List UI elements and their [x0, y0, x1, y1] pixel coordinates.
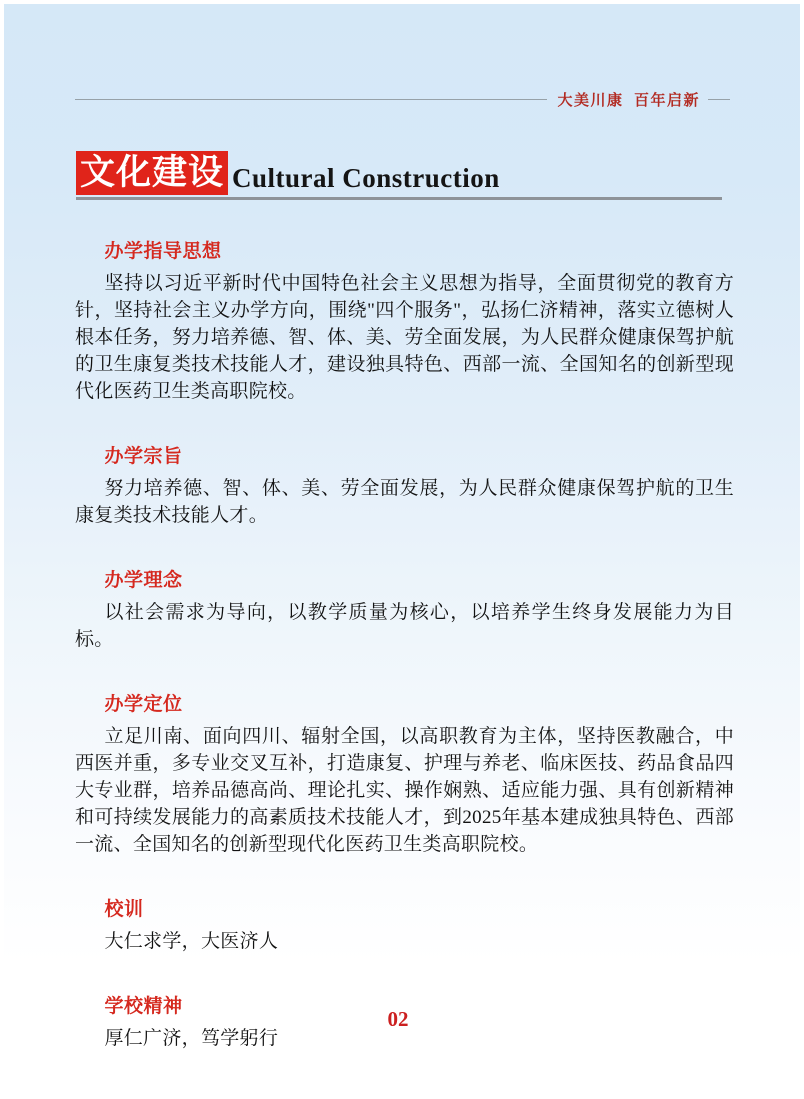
section-heading: 办学宗旨	[104, 446, 183, 467]
header-motto: 大美川康 百年启新	[557, 93, 700, 109]
page-background	[4, 4, 800, 1095]
section-heading: 办学理念	[104, 570, 183, 591]
section-heading: 学校精神	[104, 996, 183, 1017]
title-english: Cultural Construction	[232, 163, 500, 193]
header-rule-long	[75, 99, 547, 100]
title-banner	[76, 151, 730, 200]
section-school-purpose	[75, 441, 734, 529]
page-header	[75, 89, 730, 110]
section-body: 立足川南、面向四川、辐射全国，以高职教育为主体，坚持医教融合，中西医并重，多专业交叉互补，打造康复、护理与养老、临床医技、药品食品四大专业群，培养品德高尚、理论扎实、操作娴熟、适应能力强、具有创新精神和可持续发展能力的高素质技术技能人才，到2025年基本建成独具特色、西部一流、全国知名的创新型现代化医药卫生类高职院校。	[75, 726, 734, 855]
section-body: 以社会需求为导向，以教学质量为核心，以培养学生终身发展能力为目标。	[75, 602, 734, 650]
page-number: 02	[387, 1007, 409, 1031]
section-school-positioning	[75, 689, 734, 858]
section-heading: 办学指导思想	[104, 241, 222, 262]
section-heading: 办学定位	[104, 694, 183, 715]
section-body: 厚仁广济，笃学躬行	[104, 1028, 279, 1049]
page-content	[75, 200, 734, 1052]
section-body: 坚持以习近平新时代中国特色社会主义思想为指导，全面贯彻党的教育方针，坚持社会主义办学方向，围绕"四个服务"，弘扬仁济精神，落实立德树人根本任务，努力培养德、智、体、美、劳全面发展，为人民群众健康保驾护航的卫生康复类技术技能人才，建设独具特色、西部一流、全国知名的创新型现代化医药卫生类高职院校。	[75, 273, 734, 402]
section-body: 努力培养德、智、体、美、劳全面发展，为人民群众健康保驾护航的卫生康复类技术技能人才。	[75, 478, 734, 526]
section-heading: 校训	[104, 899, 144, 920]
section-school-philosophy	[75, 565, 734, 653]
title-row	[76, 151, 730, 195]
section-guiding-ideology	[75, 236, 734, 405]
title-chinese: 文化建设	[76, 151, 228, 195]
section-school-motto	[75, 894, 734, 955]
section-body: 大仁求学，大医济人	[104, 931, 279, 952]
header-rule-short	[708, 99, 730, 100]
